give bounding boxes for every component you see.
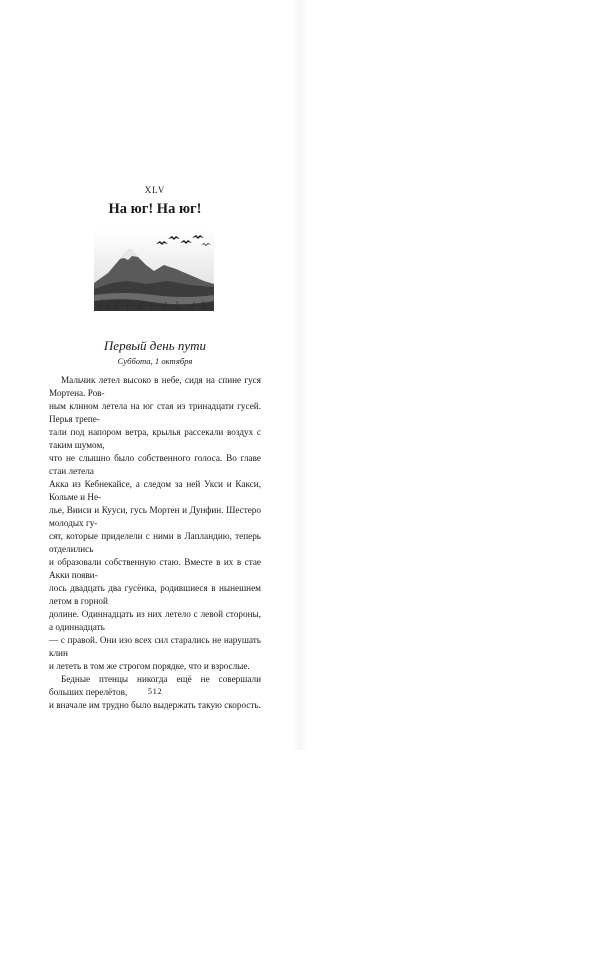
text-line: долине. Одиннадцать из них летело с левой стороны, а одиннадцать — [49, 609, 261, 632]
left-page — [0, 0, 300, 750]
text-line: Бедные птенцы никогда ещё не совершали больших перелётов, — [49, 674, 261, 697]
text-line: лось двадцать два гусёнка, родившиеся в нынешнем летом в горной — [49, 583, 261, 606]
text-line: — с правой. Они изо всех сил старались не нарушать клин — [49, 635, 261, 658]
text-line: сят, которые приделели с ними в Лапландию, теперь отделились — [49, 531, 261, 554]
mountain-illustration — [94, 229, 214, 311]
text-line: что не слышно было собственного голоса. Во главе стаи летела — [49, 453, 261, 476]
text-line: и вначале им трудно было выдержать такую скорость. — [49, 700, 261, 710]
text-line: лье, Вииси и Кууси, гусь Мортен и Дунфин. Шестеро молодых гу- — [49, 505, 261, 528]
text-line: тали под напором ветра, крылья рассекали воздух с таким шумом, — [49, 427, 261, 450]
left-body-text — [49, 374, 261, 712]
text-line: и образовали собственную стаю. Вместе в их в стае Акки появи- — [49, 557, 261, 580]
text-line: Мальчик летел высоко в небе, сидя на спине гуся Мортена. Ров- — [49, 375, 261, 398]
chapter-number: XLV — [144, 185, 166, 195]
section-date: Суббота, 1 октября — [117, 356, 193, 366]
section-title: Первый день пути — [103, 338, 207, 353]
chapter-title: На юг! На юг! — [108, 201, 202, 217]
text-line: и лететь в том же строгом порядке, что и взрослые. — [49, 661, 250, 671]
page-number-left: 512 — [147, 686, 163, 696]
right-page — [300, 0, 600, 750]
text-line: Акка из Кебнекайсе, а следом за ней Укси и Какси, Кольме и Не- — [49, 479, 261, 502]
text-line: ным клином летела на юг стая из тринадцати гусей. Перья трепе- — [49, 401, 261, 424]
